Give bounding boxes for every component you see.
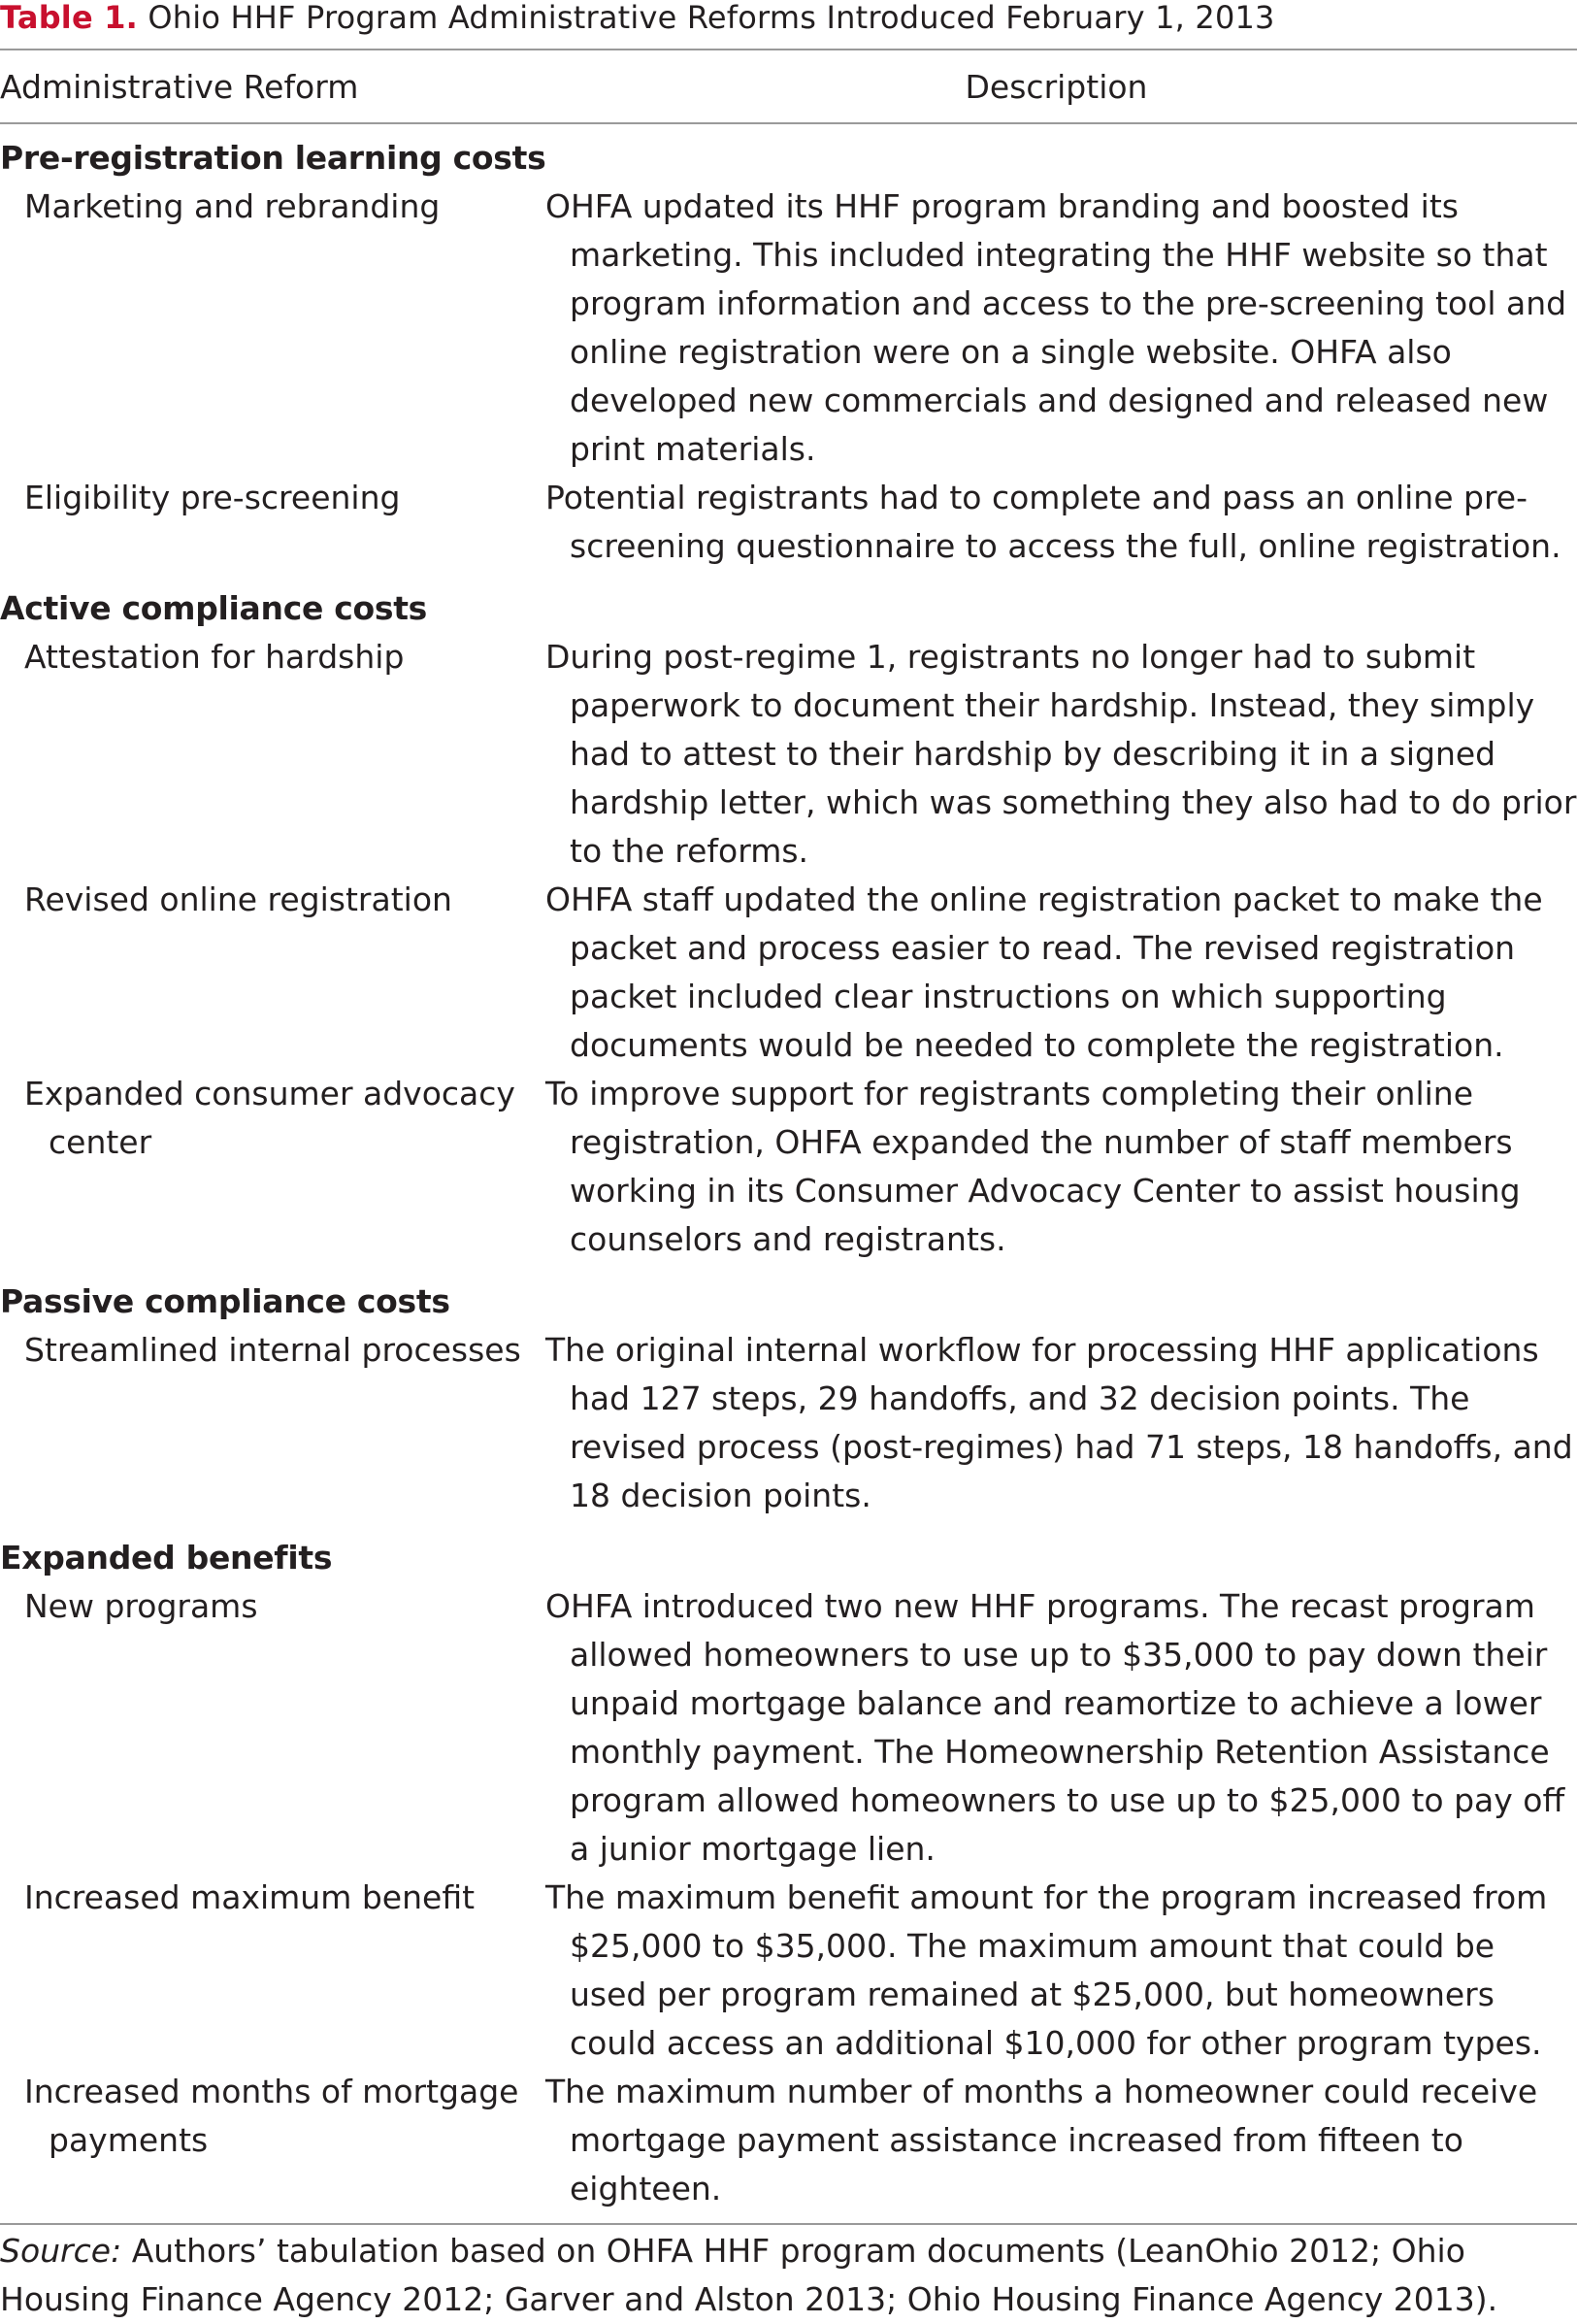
category-heading: Expanded benefits <box>0 1539 333 1577</box>
column-header-description: Description <box>965 67 1148 106</box>
reform-cell: Increased maximum benefit <box>24 1878 476 1916</box>
table-row <box>0 1582 1577 1874</box>
description-cell: To improve support for registrants completing their online registration, OHFA expanded the number of staff members working in its Consumer Advocacy Center to assist housing counselors and registrants. <box>545 1075 1521 1258</box>
table-row <box>0 183 1577 474</box>
reform-cell: Eligibility pre-screening <box>24 479 401 516</box>
description-cell: The original internal workflow for processing HHF applications had 127 steps, 29 handoffs, and 32 decision points. The revised process (post-regimes) had 71 steps, 18 handoffs, and 18 decision points. <box>545 1331 1573 1514</box>
reform-cell: Attestation for hardship <box>24 638 405 676</box>
description-cell: OHFA updated its HHF program branding and boosted its marketing. This included integrating the HHF website so that program information and access to the pre-screening tool and online registration were on a single website. OHFA also developed new commercials and designed and released new print materials. <box>545 187 1567 468</box>
reform-cell: Revised online registration <box>24 880 452 918</box>
category-heading: Passive compliance costs <box>0 1282 450 1320</box>
reform-cell: Expanded consumer advocacy center <box>24 1075 515 1161</box>
description-cell: The maximum benefit amount for the program increased from $25,000 to $35,000. The maximum amount that could be used per program remained at $25,000, but homeowners could access an additional $10,000 for other program types. <box>545 1878 1548 2062</box>
reform-cell: Streamlined internal processes <box>24 1331 521 1369</box>
category-heading: Active compliance costs <box>0 589 428 627</box>
table-header <box>0 50 1577 122</box>
table-row <box>0 474 1577 571</box>
table-source-note <box>0 2225 1577 2324</box>
table-caption <box>0 0 1577 49</box>
description-cell: OHFA introduced two new HHF programs. The recast program allowed homeowners to use up to $35,000 to pay down their unpaid mortgage balance and reamortize to achieve a lower monthly payment. The Homeownership Retention Assistance program allowed homeowners to use up to $25,000 to pay off a junior mortgage lien. <box>545 1587 1565 1868</box>
table-title: Ohio HHF Program Administrative Reforms Introduced February 1, 2013 <box>148 0 1275 36</box>
reform-cell: New programs <box>24 1587 258 1625</box>
source-label: Source: <box>0 2232 122 2270</box>
reform-cell: Marketing and rebranding <box>24 187 441 225</box>
table-row <box>0 876 1577 1070</box>
description-cell: The maximum number of months a homeowner could receive mortgage payment assistance increased from fifteen to eighteen. <box>545 2073 1538 2208</box>
description-cell: During post-regime 1, registrants no longer had to submit paperwork to document their hardship. Instead, they simply had to attest to their hardship by describing it in a signed hardship letter, which was something they also had to do prior to the reforms. <box>545 638 1577 870</box>
table-row <box>0 1874 1577 2068</box>
table-row <box>0 633 1577 876</box>
table-row <box>0 1070 1577 1264</box>
source-text: Authors’ tabulation based on OHFA HHF program documents (LeanOhio 2012; Ohio Housing Finance Agency 2012; Garver and Alston 2013; Ohio Housing Finance Agency 2013). <box>0 2232 1498 2318</box>
table-number: Table 1. <box>0 0 139 36</box>
table-row <box>0 1326 1577 1520</box>
category-heading: Pre-registration learning costs <box>0 139 546 177</box>
table-row <box>0 2068 1577 2213</box>
description-cell: OHFA staff updated the online registration packet to make the packet and process easier to read. The revised registration packet included clear instructions on which supporting documents would be needed to complete the registration. <box>545 880 1543 1064</box>
description-cell: Potential registrants had to complete and pass an online pre-screening questionnaire to access the full, online registration. <box>545 479 1561 565</box>
column-header-reform: Administrative Reform <box>0 67 359 106</box>
table-body <box>0 124 1577 2213</box>
reform-cell: Increased months of mortgage payments <box>24 2073 519 2159</box>
